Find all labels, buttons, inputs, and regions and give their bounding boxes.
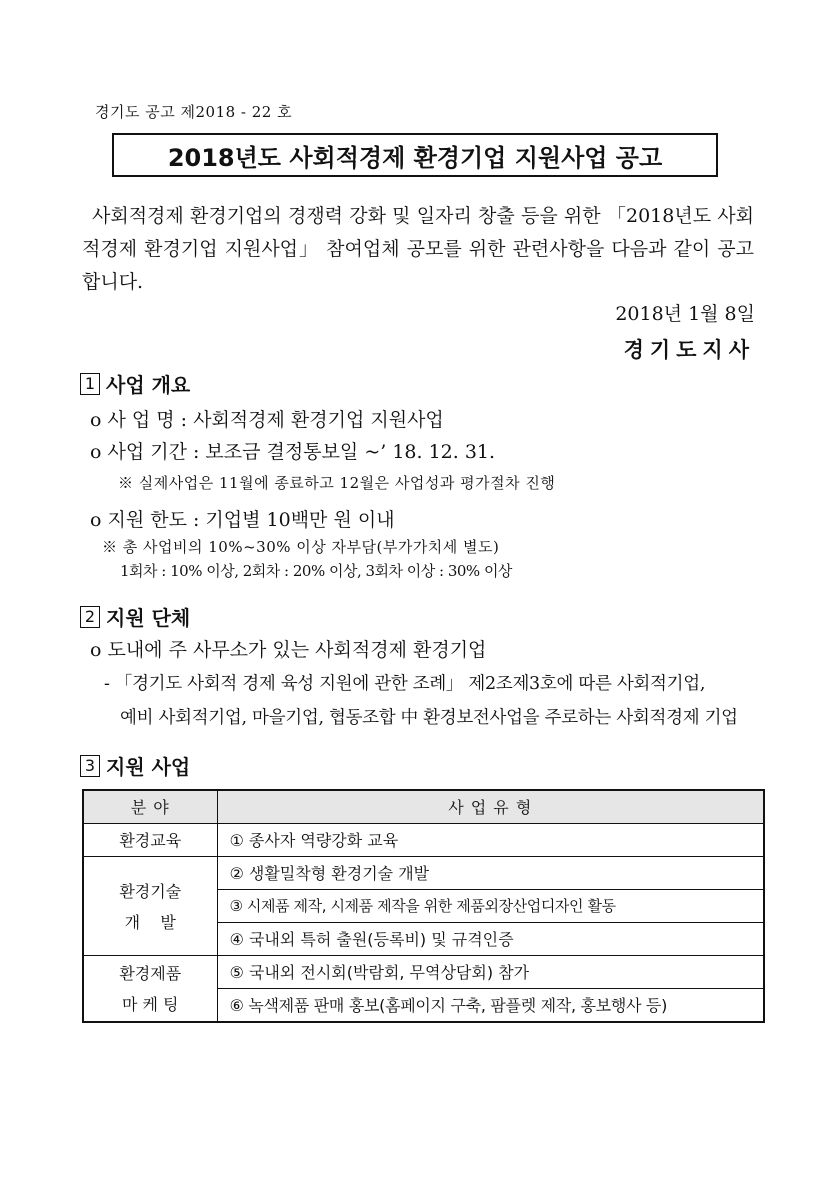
- eligible-org-item: o 도내에 주 사무소가 있는 사회적경제 환경기업: [90, 639, 487, 661]
- section-2-heading: [80, 602, 190, 631]
- table-row: [83, 955, 764, 988]
- type-cell: ② 생활밀착형 환경기술 개발: [217, 856, 764, 889]
- period-note: ※ 실제사업은 11월에 종료하고 12월은 사업성과 평가절차 진행: [118, 474, 556, 492]
- document-title: 2018년도 사회적경제 환경기업 지원사업 공고: [112, 133, 718, 177]
- section-3-heading: [80, 751, 190, 780]
- section-1-heading: [80, 369, 190, 398]
- type-cell: ⑤ 국내외 전시회(박람회, 무역상담회) 참가: [217, 955, 764, 988]
- category-line: 개 발: [124, 912, 176, 932]
- business-period-item: o 사업 기간 : 보조금 결정통보일 ~’ 18. 12. 31.: [90, 441, 496, 463]
- section-title: 사업 개요: [106, 373, 191, 397]
- table-header-row: [83, 790, 764, 823]
- org-types-line: 예비 사회적기업, 마을기업, 협동조합 中 환경보전사업을 주로하는 사회적경제 기업: [120, 708, 738, 728]
- support-limit-item: o 지원 한도 : 기업별 10백만 원 이내: [90, 509, 395, 531]
- table-row: [83, 823, 764, 856]
- table-header-type: 사 업 유 형: [217, 790, 764, 823]
- table-row: [83, 856, 764, 889]
- notice-number: 경기도 공고 제2018 - 22 호: [95, 103, 293, 121]
- issuer: 경기도지사: [623, 338, 755, 362]
- limit-note: ※ 총 사업비의 10%~30% 이상 자부담(부가가치세 별도): [102, 538, 500, 556]
- limit-detail: 1회차 : 10% 이상, 2회차 : 20% 이상, 3회차 이상 : 30% 이상: [120, 562, 512, 580]
- intro-paragraph: [82, 200, 754, 299]
- type-cell: ③ 시제품 제작, 시제품 제작을 위한 제품외장산업디자인 활동: [217, 889, 764, 922]
- section-title: 지원 사업: [106, 755, 191, 779]
- section-title: 지원 단체: [106, 606, 191, 630]
- table-header-category: 분 야: [83, 790, 217, 823]
- category-cell: [83, 955, 217, 1022]
- category-cell: [83, 856, 217, 955]
- type-cell: ④ 국내외 특허 출원(등록비) 및 규격인증: [217, 922, 764, 955]
- category-cell: 환경교육: [83, 823, 217, 856]
- notice-date: 2018년 1월 8일: [615, 303, 755, 325]
- intro-text: 사회적경제 환경기업의 경쟁력 강화 및 일자리 창출 등을 위한 「2018년도 사회적경제 환경기업 지원사업」 참여업체 공모를 위한 관련사항을 다음과 같이 공고합니다.: [82, 205, 754, 293]
- section-number-box: 3: [80, 755, 100, 777]
- ordinance-line: - 「경기도 사회적 경제 육성 지원에 관한 조례」 제2조제3호에 따른 사회적기업,: [104, 674, 706, 694]
- support-business-table: [82, 789, 765, 1023]
- category-line: 마 케 팅: [121, 995, 179, 1015]
- section-number-box: 1: [80, 373, 100, 395]
- category-line: 환경기술: [119, 881, 182, 901]
- section-number-box: 2: [80, 606, 100, 628]
- category-line: 환경제품: [119, 964, 182, 984]
- business-name-item: o 사 업 명 : 사회적경제 환경기업 지원사업: [90, 409, 444, 431]
- type-cell: ⑥ 녹색제품 판매 홍보(홈페이지 구축, 팜플렛 제작, 홍보행사 등): [217, 988, 764, 1022]
- type-cell: ① 종사자 역량강화 교육: [217, 823, 764, 856]
